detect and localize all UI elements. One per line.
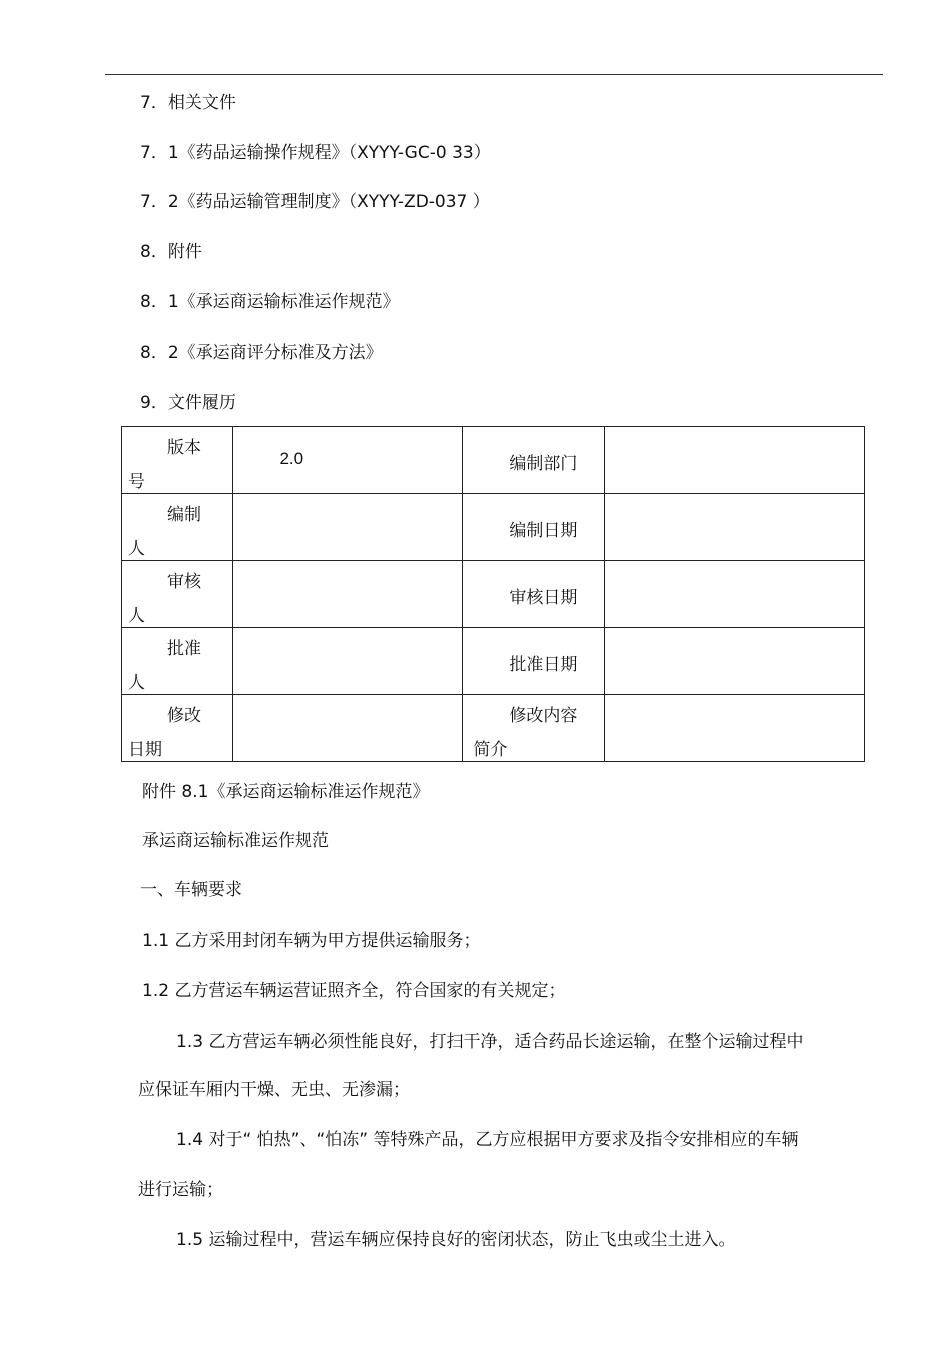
field-label: 版本 [167,438,201,458]
field-label-cont: 日期 [128,740,162,760]
field-label: 修改 [167,706,201,726]
field-label: 审核日期 [509,588,578,608]
paragraph-1-1: 1.1 乙方采用封闭车辆为甲方提供运输服务； [142,931,481,951]
field-label: 修改内容 [509,706,578,726]
section-8-1: 8．1《承运商运输标准运作规范》 [140,292,400,312]
field-value-cell [233,695,463,762]
field-label-cont: 号 [128,472,145,492]
field-label-cell [463,628,605,695]
table-row [122,628,865,695]
field-value-cell [233,427,463,494]
table-row [122,561,865,628]
field-label-cell [463,695,605,762]
field-value: 2.0 [279,449,304,468]
field-label: 审核 [167,572,201,592]
field-value-cell [233,561,463,628]
document-history-table [121,426,865,762]
section-7-1: 7．1《药品运输操作规程》（XYYY-GC-0 33） [140,143,491,163]
field-label: 编制 [167,505,201,525]
field-label-cell [463,494,605,561]
field-label-cell [122,695,233,762]
field-value-cell [604,561,864,628]
section-7-2: 7．2《药品运输管理制度》（XYYY-ZD-037 ） [140,192,490,212]
field-value-cell [604,695,864,762]
paragraph-1-3: 1.3 乙方营运车辆必须性能良好，打扫干净，适合药品长途运输，在整个运输过程中 [176,1032,804,1052]
paragraph-1-2: 1.2 乙方营运车辆运营证照齐全，符合国家的有关规定； [142,981,566,1001]
document-title: 承运商运输标准运作规范 [142,831,329,851]
table-row [122,695,865,762]
field-label: 批准 [167,639,201,659]
field-label: 编制部门 [509,454,578,474]
field-label-cont: 人 [128,539,145,559]
field-label-cell [122,427,233,494]
field-label-cont: 人 [128,673,145,693]
section-9-heading: 9．文件履历 [140,393,236,413]
field-label: 编制日期 [509,521,578,541]
field-label-cell [122,561,233,628]
paragraph-1-4-cont: 进行运输； [138,1180,223,1200]
field-label-cell [122,628,233,695]
field-value-cell [233,628,463,695]
section-heading-vehicle: 一、车辆要求 [140,880,242,900]
field-value-cell [604,628,864,695]
section-8-2: 8．2《承运商评分标准及方法》 [140,343,383,363]
table-row [122,494,865,561]
field-label-cell [463,561,605,628]
field-label-cell [122,494,233,561]
appendix-title: 附件 8.1《承运商运输标准运作规范》 [142,782,430,802]
section-8-heading: 8．附件 [140,242,202,262]
paragraph-1-4: 1.4 对于“ 怕热”、“怕冻” 等特殊产品，乙方应根据甲方要求及指令安排相应的车辆 [176,1130,799,1150]
field-value-cell [233,494,463,561]
paragraph-1-3-cont: 应保证车厢内干燥、无虫、无渗漏； [138,1080,410,1100]
field-label-cont: 人 [128,606,145,626]
header-rule [105,74,883,75]
paragraph-1-5: 1.5 运输过程中，营运车辆应保持良好的密闭状态，防止飞虫或尘土进入。 [176,1230,736,1250]
table-row [122,427,865,494]
field-label: 批准日期 [509,655,578,675]
section-7-heading: 7．相关文件 [140,93,236,113]
field-label-cont: 简介 [473,740,508,760]
field-value-cell [604,494,864,561]
field-label-cell [463,427,605,494]
field-value-cell [604,427,864,494]
